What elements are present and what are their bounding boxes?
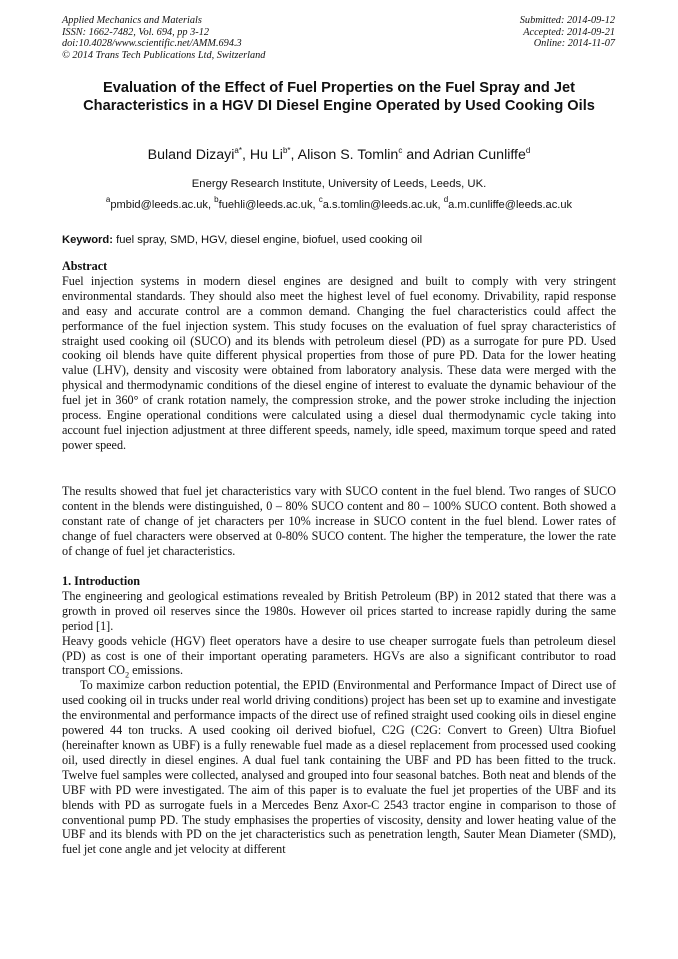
abstract-paragraph: The results showed that fuel jet characteristics vary with SUCO content in the fuel blend. Two ranges of SUCO content in the blends were distinguished, 0 – 80% SUCO content and 80 – 100% SUCO content. Both showed a constant rate of change of jet characters per 10% increase in SUCO content in the fuel blend. Lower rates of change of fuel characters were observed at 0-80% SUCO content. The higher the temperature, the lower the rate of change of fuel jet characteristics. [62,484,616,558]
author-separator: , [241,147,250,163]
intro-text: Heavy goods vehicle (HGV) fleet operators have a desire to use cheaper surrogate fuels than petroleum diesel (PD) as cost is one of their important operating parameters. HGVs are also a significant contributor to road transport CO [62,633,616,678]
email-mark: b [214,195,219,204]
author-affiliation-mark: d [525,146,531,155]
introduction-section [62,574,616,857]
abstract-heading: Abstract [62,259,108,273]
issn: ISSN: 1662-7482, Vol. 694, pp 3-12 [62,26,210,38]
intro-paragraph: The engineering and geological estimations revealed by British Petroleum (BP) in 2012 stated that there was a growth in proved oil reserves since the 1980s. However oil prices started to increase rapidly during the same period [1]. [62,588,616,633]
author-name: Hu Li [249,147,283,163]
journal-header-left [62,15,265,61]
author-affiliation-mark: c [398,146,403,155]
abstract-paragraph: Fuel injection systems in modern diesel engines are designed and built to comply with very stringent environmental standards. They should also meet the highest level of fuel economy. Drivability, rapid response and easy and accurate control are a common demand. Changing the fuel characteristics could affect the performance of the fuel injection system. This study focuses on the evaluation of fuel spray characteristics of straight used cooking oil (SUCO) and its blends with petroleum diesel (PD) as a surrogate for pure PD. Used cooking oil blends have quite different physical properties from those of pure PD. Data for the lower heating value (LHV), density and viscosity were obtained from laboratory analysis. These data were merged with the physical and thermodynamic conditions of the diesel engine of interest to evaluate the dynamic behaviour of the fuel jet in 360° of crank rotation namely, the compression stroke, and the power stroke including the injection process. Engine operational conditions were calculated using a diesel dual thermodynamic cycle taking into account fuel injection adjustment at three different speeds, namely, idle speed, maximum torque speed and rated power speed. [62,273,616,452]
keywords-label: Keyword: [62,234,113,246]
intro-paragraph [62,634,616,679]
email-address[interactable]: pmbid@leeds.ac.uk [110,199,208,211]
author-conjunction: and [402,147,434,163]
journal-name: Applied Mechanics and Materials [62,15,202,26]
email-mark: c [318,195,323,204]
email-address[interactable]: a.s.tomlin@leeds.ac.uk [322,199,438,211]
email-address[interactable]: fuehli@leeds.ac.uk [218,199,313,211]
email-mark: d [443,195,449,204]
intro-text: emissions. [129,663,184,678]
email-list: $^a$pmbid@leeds.ac.uk, $^b$fuehli@leeds.ac.uk, $^c$a.s.tomlin@leeds.ac.uk, $^d$a.m.cunliffe@leeds.ac.uk [105,195,573,211]
email-mark: a [105,195,111,204]
doi: doi:10.4028/www.scientific.net/AMM.694.3 [62,38,242,50]
author-affiliation-mark: b* [282,146,291,155]
submitted-date: Submitted: 2014-09-12 [519,15,615,26]
abstract-results [62,484,616,559]
affiliation: Energy Research Institute, University of Leeds, Leeds, UK. [191,178,487,190]
journal-header-right [520,15,615,50]
online-date: Online: 2014-11-07 [533,38,615,50]
author-name: Alison S. Tomlin [297,147,399,163]
keywords-text: fuel spray, SMD, HGV, diesel engine, biofuel, used cooking oil [112,234,423,246]
introduction-heading: 1. Introduction [62,574,141,588]
author-affiliation-mark: a* [234,146,242,155]
paper-title: Evaluation of the Effect of Fuel Properties on the Fuel Spray and Jet Characteristics in a HGV DI Diesel Engine Operated by Used Cooking Oils [83,80,595,114]
author-separator: , [290,147,298,163]
author-name: Adrian Cunliffe [433,147,526,163]
keywords [62,233,422,247]
author-name: Buland Dizayi [147,147,235,163]
intro-paragraph: To maximize carbon reduction potential, the EPID (Environmental and Performance Impact of Direct use of used cooking oil in trucks under real world driving conditions) project has been set up to examine and investigate the environmental and performance impacts of the direct use of refined straight used cooking oils in diesel engine powered 44 ton trucks. A used cooking oil derived biofuel, C2G (C2G: Convert to Green) Ultra Biofuel (hereinafter known as UBF) is a fully renewable fuel made as a diesel replacement from processed used cooking oil, used directly in diesel engines. A dual fuel tank containing the UBF and PD has been fitted to the truck. Twelve fuel samples were collected, analysed and grouped into four seasonal batches. Both neat and blends of the UBF with PD were investigated. The aim of this paper is to evaluate the fuel jet properties of the UBF and its blends with PD as surrogate fuels in a Mercedes Benz Axor-C 2543 tractor engine in comparison to those of conventional pump PD. The study emphasises the properties of viscosity, density and lower heating value of the UBF and its blends with PD on the jet characteristics such as penetration length, Sauter Mean Diameter (SMD), fuel jet cone angle and jet velocity at different [62,678,616,857]
author-list [62,146,616,164]
co2-subscript: 2 [125,670,130,680]
accepted-date: Accepted: 2014-09-21 [523,26,615,38]
copyright: © 2014 Trans Tech Publications Ltd, Switzerland [62,49,266,61]
email-address[interactable]: a.m.cunliffe@leeds.ac.uk [448,199,573,211]
abstract-section [62,259,616,453]
